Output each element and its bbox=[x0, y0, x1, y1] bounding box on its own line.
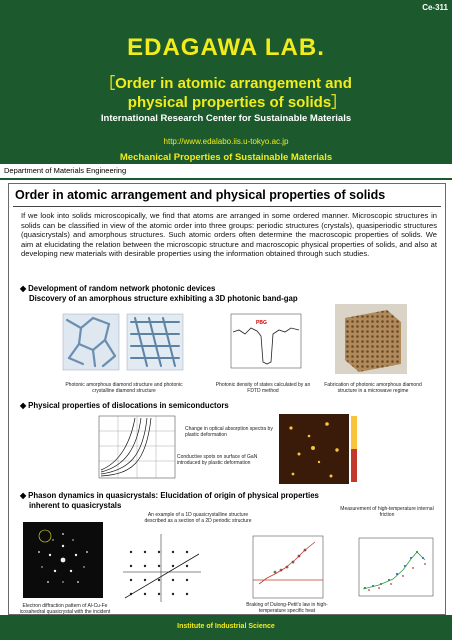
lab-url-link[interactable]: http://www.edalabo.iis.u-tokyo.ac.jp bbox=[163, 137, 289, 146]
section-phason-heading: ◆ Phason dynamics in quasicrystals: Elucidation of origin of physical properties bbox=[20, 491, 319, 500]
fabricated-sample-photo bbox=[335, 304, 407, 374]
department-name: Department of Materials Engineering bbox=[4, 166, 127, 175]
internal-friction-figure bbox=[349, 534, 435, 604]
specific-heat-figure bbox=[245, 532, 327, 608]
amorphous-diamond-model bbox=[63, 314, 119, 370]
title-divider bbox=[13, 206, 441, 207]
absorption-spectra-figure bbox=[91, 414, 177, 486]
section-photonic-title bbox=[20, 284, 298, 304]
research-center-name: International Research Center for Sustainable Materials bbox=[100, 113, 352, 124]
caption-electron-diffraction: Electron diffraction pattern of Al-Cu-Fe icosahedral quasicrystal with the incident bbox=[19, 603, 111, 615]
intro-paragraph: If we look into solids microscopically, we find that atoms are arranged in some ordered manner. Microscopic structures in solids can be classified in view of the atomic order into three groups: periodic structures (crystals), quasiperiodic structures (quasicrystals) and amorphous structures. Such atomic orders often determine the macroscopic properties of solids. We aim at elucidating the relation between the microscopic structure and macroscopic physical properties of solids, and also at developing new materials with desirable properties using the information obtained through such studies. bbox=[21, 211, 437, 259]
section-phason-subheading: inherent to quasicrystals bbox=[29, 501, 122, 510]
subtitle-line-2: physical properties of solids］ bbox=[127, 94, 347, 111]
section-photonic-subheading: Discovery of an amorphous structure exhibiting a 3D photonic band-gap bbox=[29, 294, 298, 303]
caption-specific-heat: Braking of Dulong-Petit's law in high-temperature specific heat bbox=[246, 602, 328, 614]
section-phason-title bbox=[20, 491, 319, 511]
electron-diffraction-figure bbox=[23, 522, 103, 598]
section-dislocations-heading: ◆ Physical properties of dislocations in semiconductors bbox=[20, 401, 229, 410]
gan-conductive-spots-figure bbox=[279, 414, 361, 484]
caption-photonic-dos: Photonic density of states calculated by an FDTD method bbox=[215, 382, 311, 394]
caption-gan-spots: Conductive spots on surface of GaN introduced by plastic deformation bbox=[177, 454, 258, 466]
poster-code: Ce-311 bbox=[422, 3, 448, 12]
department-bar bbox=[0, 164, 452, 180]
section-dislocations-title bbox=[20, 401, 229, 411]
section-photonic-heading: ◆ Development of random network photonic devices bbox=[20, 284, 216, 293]
research-area: Mechanical Properties of Sustainable Materials bbox=[119, 152, 333, 163]
content-panel bbox=[8, 183, 446, 615]
quasicrystal-lattice-figure bbox=[121, 532, 203, 604]
diamond-structures-figure bbox=[59, 308, 189, 380]
caption-absorption-spectra: Change in optical absorption spectra by plastic deformation bbox=[185, 426, 273, 438]
lab-subtitle bbox=[0, 74, 452, 112]
header-banner bbox=[0, 0, 452, 180]
panel-title: Order in atomic arrangement and physical properties of solids bbox=[15, 188, 386, 202]
pbg-label: PBG bbox=[256, 320, 267, 326]
subtitle-line-1: ［Order in atomic arrangement and bbox=[100, 75, 352, 92]
lab-title: EDAGAWA LAB. bbox=[127, 34, 325, 61]
caption-diamond-structures: Photonic amorphous diamond structure and photonic crystalline diamond structure bbox=[65, 382, 183, 394]
institute-name: Institute of Industrial Science bbox=[177, 623, 275, 630]
caption-fabricated-sample: Fabrication of photonic amorphous diamond structure in a microwave regime bbox=[324, 382, 422, 394]
caption-internal-friction: Measurement of high-temperature internal friction bbox=[340, 506, 434, 518]
crystalline-diamond-model bbox=[127, 314, 183, 370]
photonic-dos-figure bbox=[223, 312, 303, 374]
footer-bar bbox=[0, 615, 452, 640]
caption-1d-quasicrystal: An example of a 1D quasicrystalline structure described as a section of a 2D periodic structure bbox=[144, 512, 252, 524]
